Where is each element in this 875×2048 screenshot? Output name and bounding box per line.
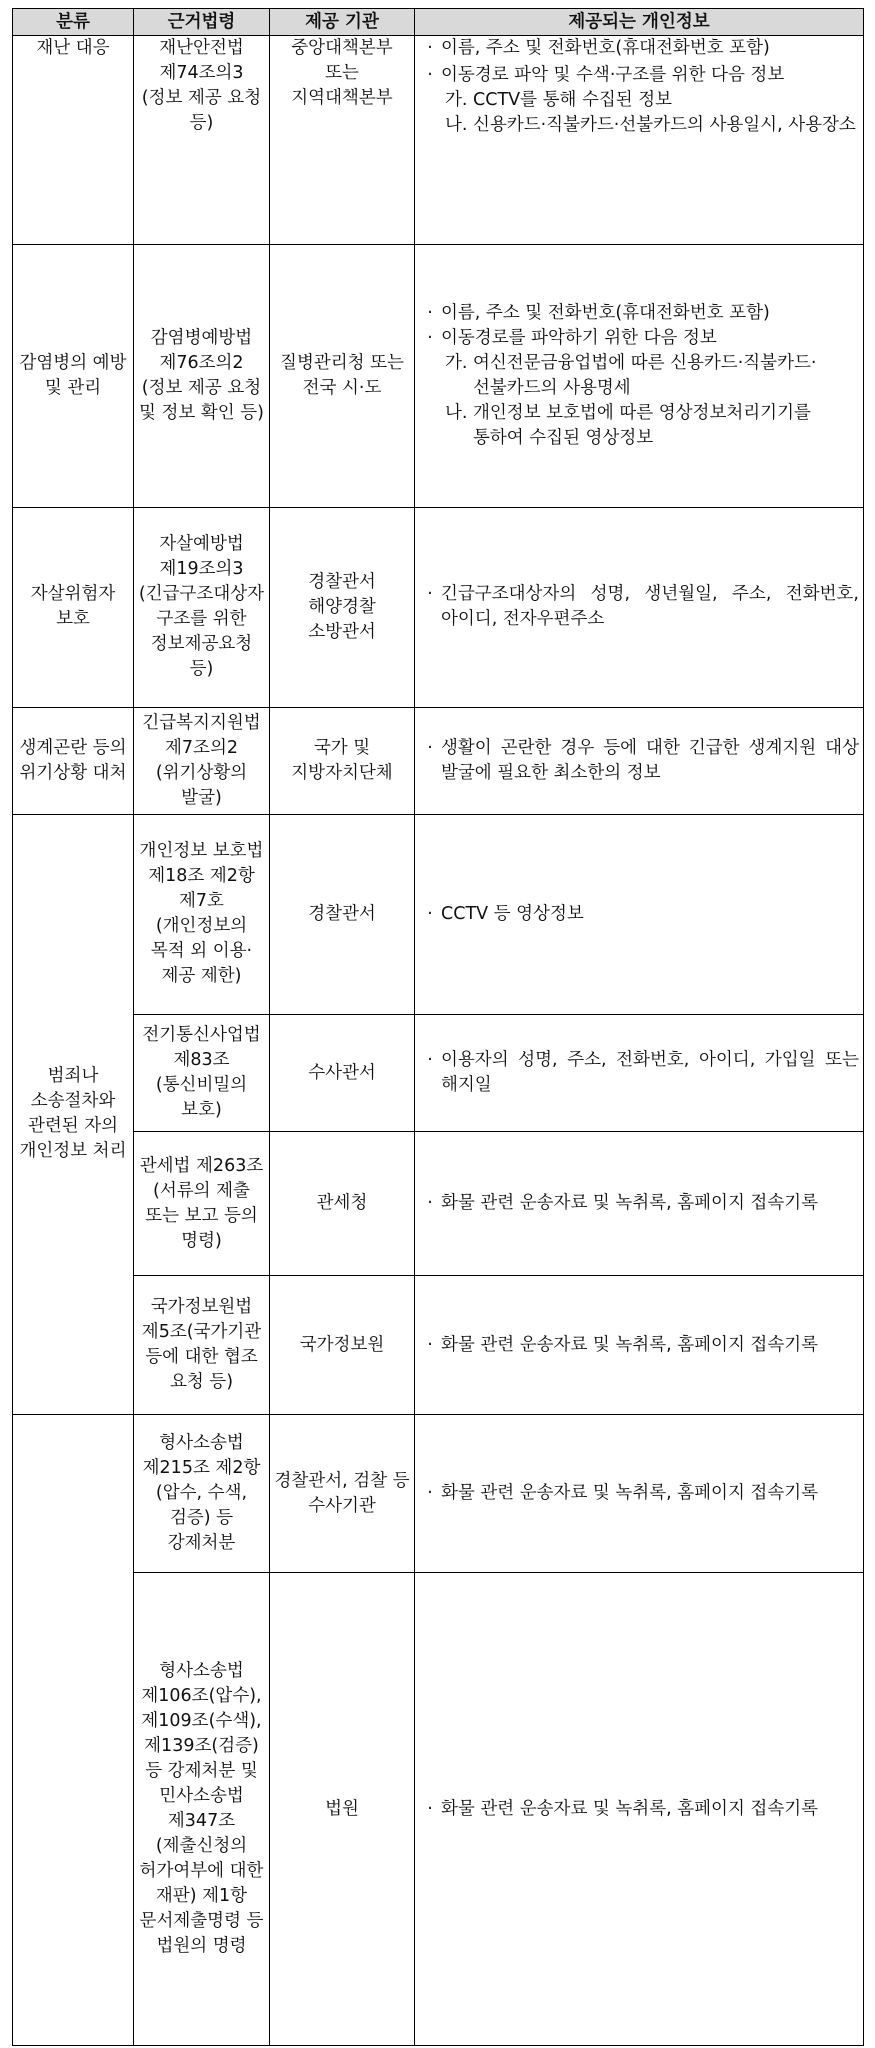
- category-text: 감염병의 예방 및 관리: [19, 353, 127, 399]
- table-row: [13, 1573, 864, 2046]
- sub-item-text: 개인정보 보호법에 따른 영상정보처리기기를 통하여 수집된 영상정보: [473, 403, 811, 449]
- info-item-text: 이름, 주소 및 전화번호(휴대전화번호 포함): [441, 38, 770, 58]
- law-cell: [134, 1415, 270, 1573]
- agency-text: 질병관리청 또는 전국 시·도: [280, 353, 404, 399]
- table-row: [13, 707, 864, 814]
- sub-item-text: 신용카드·직불카드·선불카드의 사용일시, 사용장소: [473, 115, 856, 135]
- info-item-text: 이동경로 파악 및 수색·구조를 위한 다음 정보: [441, 65, 785, 85]
- agency-cell: [270, 245, 415, 508]
- info-cell: [415, 1276, 864, 1415]
- agency-cell: [270, 36, 415, 245]
- table-row: [13, 36, 864, 245]
- agency-text: 수사관서: [308, 1062, 376, 1083]
- info-sub-item: [419, 88, 859, 113]
- agency-cell: [270, 1276, 415, 1415]
- info-item-text: 화물 관련 운송자료 및 녹취록, 홈페이지 접속기록: [441, 1483, 819, 1504]
- agency-text: 법원: [325, 1798, 359, 1819]
- law-cell: [134, 36, 270, 245]
- law-cell: [134, 1132, 270, 1276]
- category-text: 자살위험자 보호: [30, 584, 116, 630]
- bullet-mark: ·: [427, 1483, 433, 1504]
- law-text: 전기통신사업법 제83조 (통신비밀의 보호): [142, 1025, 261, 1121]
- bullet-mark: ·: [427, 737, 433, 758]
- sub-item-marker: 나.: [445, 403, 468, 424]
- info-item-text: 이동경로를 파악하기 위한 다음 정보: [441, 328, 717, 349]
- info-item-text: 이름, 주소 및 전화번호(휴대전화번호 포함): [441, 303, 770, 324]
- agency-text: 국가 및 지방자치단체: [291, 737, 393, 783]
- table-row: [13, 1132, 864, 1276]
- info-item: [419, 326, 859, 351]
- agency-text: 경찰관서 해양경찰 소방관서: [308, 571, 376, 642]
- law-text: 형사소송법 제215조 제2항 (압수, 수색, 검증) 등 강제처분: [142, 1433, 261, 1554]
- bullet-mark: ·: [427, 1334, 433, 1355]
- sub-item-text: 여신전문금융업법에 따른 신용카드·직불카드·선불카드의 사용명세: [473, 353, 817, 399]
- info-cell: [415, 814, 864, 1014]
- law-text: 개인정보 보호법 제18조 제2항 제7호 (개인정보의 목적 외 이용·제공 제한): [139, 841, 264, 987]
- info-item: [419, 582, 859, 632]
- bullet-mark: ·: [427, 903, 433, 924]
- sub-item-marker: 가.: [445, 353, 468, 374]
- info-sub-item: [419, 401, 859, 451]
- info-cell: [415, 245, 864, 508]
- header-info: 제공되는 개인정보: [415, 9, 864, 36]
- bullet-mark: ·: [427, 1050, 433, 1071]
- agency-cell: [270, 707, 415, 814]
- category-cell: [13, 36, 134, 245]
- table-row: [13, 245, 864, 508]
- law-cell: [134, 814, 270, 1014]
- agency-cell: [270, 1573, 415, 2046]
- table-row: [13, 507, 864, 707]
- category-cell: [13, 245, 134, 508]
- sub-item-text: CCTV를 통해 수집된 정보: [473, 90, 673, 110]
- agency-text: 중앙대책본부 또는 지역대책본부: [291, 38, 393, 108]
- bullet-mark: ·: [427, 303, 433, 324]
- info-cell: [415, 1415, 864, 1573]
- agency-text: 경찰관서: [308, 903, 376, 924]
- info-item: [419, 1048, 859, 1098]
- law-cell: [134, 245, 270, 508]
- law-text: 국가정보원법 제5조(국가기관 등에 대한 협조 요청 등): [141, 1297, 262, 1393]
- info-item-text: 생활이 곤란한 경우 등에 대한 긴급한 생계지원 대상 발굴에 필요한 최소한의 정보: [441, 737, 859, 783]
- law-cell: [134, 507, 270, 707]
- agency-cell: [270, 1415, 415, 1573]
- header-law: 근거법령: [134, 9, 270, 36]
- bullet-mark: ·: [427, 65, 433, 85]
- info-cell: [415, 507, 864, 707]
- info-cell: [415, 1573, 864, 2046]
- category-cell: [13, 814, 134, 1415]
- info-item: [419, 1333, 859, 1358]
- law-cell: [134, 1014, 270, 1132]
- category-text: 생계곤란 등의 위기상황 대처: [19, 737, 127, 783]
- header-agency: 제공 기관: [270, 9, 415, 36]
- category-text: 재난 대응: [36, 38, 110, 58]
- law-text: 자살예방법 제19조의3 (긴급구조대상자 구조를 위한 정보제공요청 등): [138, 534, 265, 680]
- info-cell: [415, 36, 864, 245]
- table-row: [13, 814, 864, 1014]
- table-row: [13, 1415, 864, 1573]
- info-item: [419, 902, 859, 927]
- category-cell-continued: [13, 1415, 134, 2046]
- info-cell: [415, 1014, 864, 1132]
- info-item-text: CCTV 등 영상정보: [441, 903, 584, 924]
- bullet-mark: ·: [427, 38, 433, 58]
- table-row: [13, 1014, 864, 1132]
- info-sub-item: [419, 351, 859, 401]
- info-item: [419, 36, 859, 61]
- bullet-mark: ·: [427, 1798, 433, 1819]
- info-item: [419, 1481, 859, 1506]
- info-item: [419, 736, 859, 786]
- law-cell: [134, 1276, 270, 1415]
- agency-cell: [270, 814, 415, 1014]
- header-row: [13, 9, 864, 36]
- info-item: [419, 63, 859, 88]
- bullet-mark: ·: [427, 328, 433, 349]
- law-text: 재난안전법 제74조의3 (정보 제공 요청 등): [141, 38, 262, 133]
- info-item-text: 화물 관련 운송자료 및 녹취록, 홈페이지 접속기록: [441, 1334, 819, 1355]
- bullet-mark: ·: [427, 1193, 433, 1214]
- agency-cell: [270, 507, 415, 707]
- info-item-text: 화물 관련 운송자료 및 녹취록, 홈페이지 접속기록: [441, 1193, 819, 1214]
- law-text: 감염병예방법 제76조의2 (정보 제공 요청 및 정보 확인 등): [139, 328, 264, 424]
- agency-cell: [270, 1132, 415, 1276]
- info-item-text: 화물 관련 운송자료 및 녹취록, 홈페이지 접속기록: [441, 1798, 819, 1819]
- personal-info-provision-table: [12, 8, 864, 2046]
- law-text: 형사소송법 제106조(압수), 제109조(수색), 제139조(검증) 등 강제처분 및 민사소송법 제347조(제출신청의 허가여부에 대한 재판) 제1항 문서제출명령 등 법원의 명령: [139, 1661, 264, 1957]
- category-cell: [13, 707, 134, 814]
- category-text: 범죄나 소송절차와 관련된 자의 개인정보 처리: [19, 1066, 127, 1162]
- law-cell: [134, 1573, 270, 2046]
- info-cell: [415, 707, 864, 814]
- law-text: 관세법 제263조 (서류의 제출 또는 보고 등의 명령): [139, 1155, 264, 1251]
- info-item: [419, 1797, 859, 1822]
- info-item: [419, 1191, 859, 1216]
- info-item-text: 긴급구조대상자의 성명, 생년월일, 주소, 전화번호, 아이디, 전자우편주소: [441, 584, 859, 630]
- law-cell: [134, 707, 270, 814]
- sub-item-marker: 나.: [445, 115, 468, 135]
- agency-text: 경찰관서, 검찰 등 수사기관: [274, 1470, 410, 1516]
- info-cell: [415, 1132, 864, 1276]
- header-category: 분류: [13, 9, 134, 36]
- bullet-mark: ·: [427, 584, 433, 605]
- agency-cell: [270, 1014, 415, 1132]
- law-text: 긴급복지지원법 제7조의2 (위기상황의 발굴): [142, 712, 261, 808]
- agency-text: 관세청: [316, 1193, 368, 1214]
- sub-item-marker: 가.: [445, 90, 468, 110]
- info-item: [419, 301, 859, 326]
- info-sub-item: [419, 113, 859, 138]
- info-item-text: 이용자의 성명, 주소, 전화번호, 아이디, 가입일 또는 해지일: [441, 1050, 859, 1096]
- table-row: [13, 1276, 864, 1415]
- agency-text: 국가정보원: [299, 1334, 385, 1355]
- category-cell: [13, 507, 134, 707]
